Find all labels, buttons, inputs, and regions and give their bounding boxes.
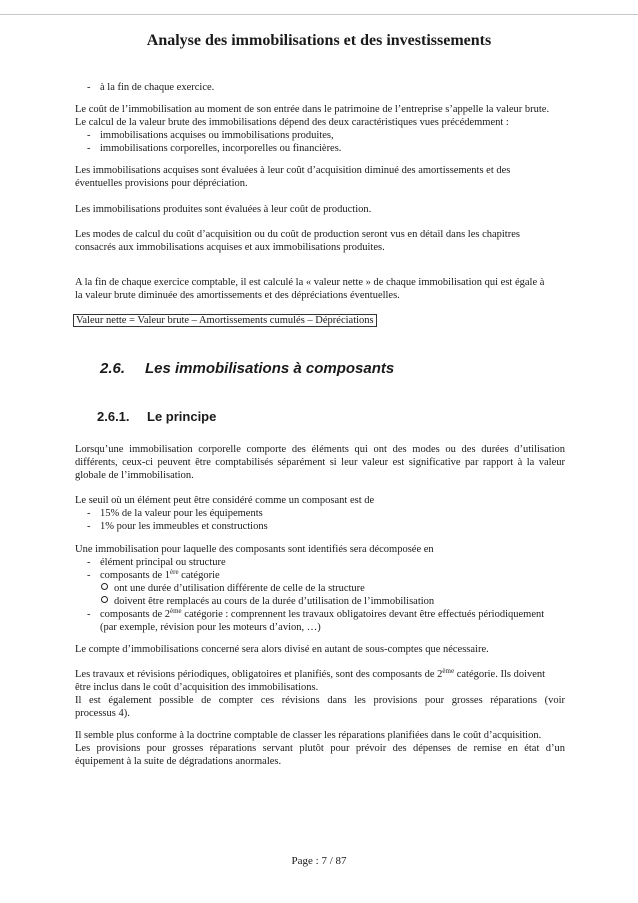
paragraph-line: Les immobilisations produites sont évaluées à leur coût de production. — [75, 204, 372, 215]
page-header-title: Analyse des immobilisations et des investissements — [146, 32, 492, 49]
paragraph-line: Il semble plus conforme à la doctrine comptable de classer les réparations planifiées dans le coût d’acquisition. — [75, 730, 542, 741]
paragraph-line: être inclus dans le coût d’acquisition des immobilisations. — [75, 682, 319, 693]
paragraph-line: Les modes de calcul du coût d’acquisition ou du coût de production seront vus en détail dans les chapitres — [75, 229, 520, 240]
list-item: - immobilisations corporelles, incorporelles ou financières. — [87, 143, 342, 154]
paragraph-line: Le calcul de la valeur brute des immobilisations dépend des deux caractéristiques vues précédemment : — [75, 117, 509, 128]
paragraph-line: Les provisions pour grosses réparations servant plutôt pour prévoir des dépenses de remise en état d’un — [75, 743, 565, 754]
paragraph-line: Le coût de l’immobilisation au moment de son entrée dans le patrimoine de l’entreprise s’appelle la valeur brute. — [75, 104, 550, 115]
paragraph-line: Les travaux et révisions périodiques, obligatoires et planifiés, sont des composants de 2ème catégorie. Ils doivent — [75, 667, 546, 680]
paragraph-line: Le compte d’immobilisations concerné sera alors divisé en autant de sous-comptes que nécessaire. — [75, 644, 489, 655]
header-rule — [0, 14, 638, 15]
list-item: - immobilisations acquises ou immobilisations produites, — [87, 130, 334, 141]
paragraph-line: globale de l’immobilisation. — [75, 470, 194, 481]
paragraph-line: Il est également possible de compter ces révisions dans les provisions pour grosses réparations (voir — [75, 695, 565, 706]
paragraph-line: Le seuil où un élément peut être considéré comme un composant est de — [75, 495, 375, 506]
formula-box: Valeur nette = Valeur brute – Amortissements cumulés – Dépréciations — [73, 314, 377, 327]
paragraph-line: Une immobilisation pour laquelle des composants sont identifiés sera décomposée en — [75, 544, 434, 555]
paragraph-line: A la fin de chaque exercice comptable, il est calculé la « valeur nette » de chaque immobilisation qui est égale à — [75, 277, 545, 288]
ring-bullet-icon — [101, 596, 108, 603]
paragraph-line: processus 4). — [75, 708, 130, 719]
list-item: - élément principal ou structure — [87, 557, 226, 568]
page-number: Page : 7 / 87 — [291, 855, 347, 867]
ring-bullet-icon — [101, 583, 108, 590]
section-heading: 2.6. Les immobilisations à composants — [100, 360, 395, 377]
list-item: - à la fin de chaque exercice. — [87, 82, 215, 93]
paragraph-line: Les immobilisations acquises sont évaluées à leur coût d’acquisition diminué des amortissements et des — [75, 165, 511, 176]
list-item: - 1% pour les immeubles et constructions — [87, 521, 268, 532]
paragraph-line: consacrés aux immobilisations acquises et aux immobilisations produites. — [75, 242, 385, 253]
subsection-heading: 2.6.1. Le principe — [97, 409, 217, 424]
paragraph-line: équipement à la suite de dégradations anormales. — [75, 756, 282, 767]
list-item: - composants de 1ère catégorie — [87, 568, 220, 581]
list-item: - composants de 2ème catégorie : comprennent les travaux obligatoires devant être effectués périodiquement — [87, 607, 545, 620]
list-item: - 15% de la valeur pour les équipements — [87, 508, 263, 519]
sub-list-item: ont une durée d’utilisation différente de celle de la structure — [101, 582, 365, 595]
paragraph-line: éventuelles provisions pour dépréciation. — [75, 178, 248, 189]
paragraph-line: Lorsqu’une immobilisation corporelle comporte des éléments qui ont des modes ou des durées d’utilisation — [75, 444, 565, 455]
list-item-continuation: (par exemple, révision pour les moteurs d’avion, …) — [100, 622, 321, 633]
paragraph-line: différents, ceux-ci peuvent être comptabilisés séparément si leur valeur est significative par rapport à la valeur — [75, 457, 565, 468]
sub-list-item: doivent être remplacés au cours de la durée d’utilisation de l’immobilisation — [101, 595, 434, 608]
paragraph-line: la valeur brute diminuée des amortissements et des dépréciations éventuelles. — [75, 290, 400, 301]
